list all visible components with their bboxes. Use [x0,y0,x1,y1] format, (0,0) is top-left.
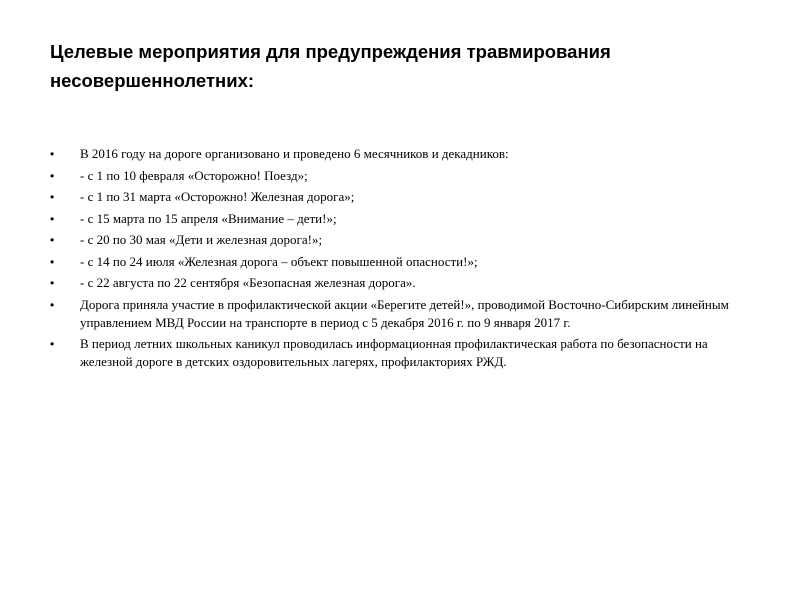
bullet-text: Дорога приняла участие в профилактической акции «Берегите детей!», проводимой Восточно-Сибирским линейным управлением МВД России на транспорте в период с 5 декабря 2016 г. по 9 января 2017 г. [80,296,729,330]
list-item [50,335,740,371]
bullet-icon: • [50,168,55,183]
bullet-icon: • [50,254,55,269]
list-item [50,253,740,271]
bullet-text: - с 14 по 24 июля «Железная дорога – объект повышенной опасности!»; [80,253,478,269]
bullet-icon: • [50,297,55,312]
list-item [50,231,740,249]
bullet-text: - с 20 по 30 мая «Дети и железная дорога!»; [80,232,323,247]
bullet-icon: • [50,337,55,351]
bullet-list [50,145,740,375]
bullet-text: - с 22 августа по 22 сентября «Безопасная железная дорога». [80,275,416,290]
slide-title-line-2: несовершеннолетних: [50,70,255,91]
bullet-icon: • [50,147,55,161]
list-item [50,188,740,206]
bullet-text: - с 1 по 10 февраля «Осторожно! Поезд»; [80,167,308,183]
bullet-icon: • [50,211,55,226]
list-item [50,210,740,228]
bullet-text: - с 15 марта по 15 апреля «Внимание – дети!»; [80,210,337,226]
bullet-icon: • [50,233,55,247]
bullet-text: В период летних школьных каникул проводилась информационная профилактическая работа по безопасности на железной дороге в детских оздоровительных лагерях, профилакториях РЖД. [80,336,708,369]
bullet-text: - с 1 по 31 марта «Осторожно! Железная дорога»; [80,189,355,204]
list-item [50,296,740,332]
bullet-text: В 2016 году на дороге организовано и проведено 6 месячников и декадников: [80,146,509,161]
slide-title [50,37,750,95]
bullet-icon: • [50,190,55,204]
slide-title-line-1: Целевые мероприятия для предупреждения травмирования [50,41,611,62]
list-item [50,145,740,163]
list-item [50,167,740,185]
bullet-icon: • [50,276,55,290]
list-item [50,274,740,292]
